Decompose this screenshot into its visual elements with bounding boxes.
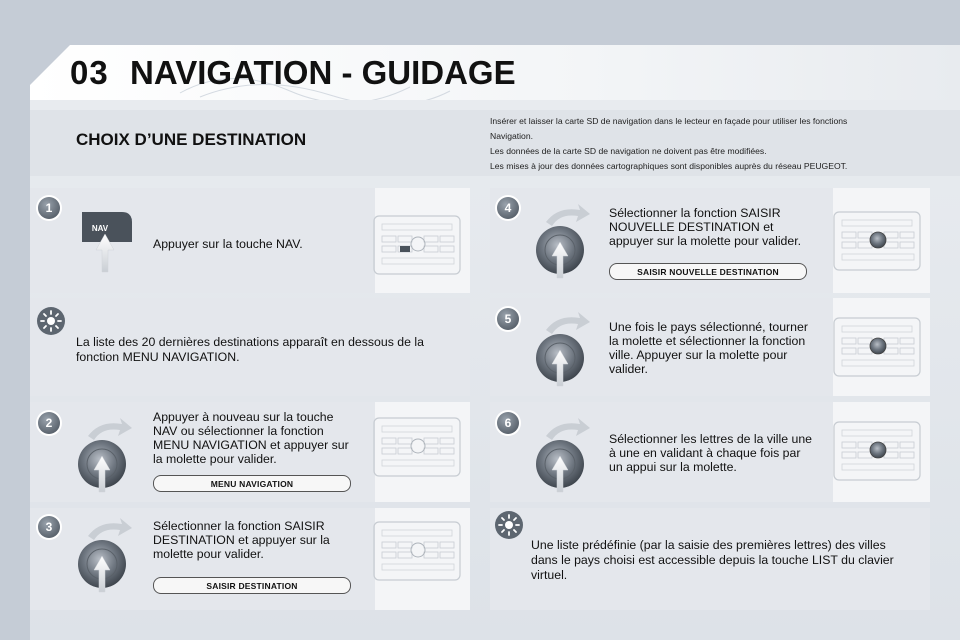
- saisir-nouvelle-destination-button[interactable]: SAISIR NOUVELLE DESTINATION: [609, 263, 807, 280]
- radio-faceplate-icon: [372, 412, 462, 482]
- rotary-knob-icon: [528, 414, 598, 494]
- radio-faceplate-icon: [832, 416, 922, 486]
- step-3-text: [153, 519, 368, 561]
- step-6-text: [609, 432, 834, 474]
- step-4-line: NOUVELLE DESTINATION et: [609, 220, 774, 234]
- step-2-line: la molette pour valider.: [153, 452, 277, 466]
- tip-1-line: La liste des 20 dernières destinations apparaît en dessous de la: [76, 335, 424, 349]
- step-5-line: ville. Appuyer sur la molette pour: [609, 348, 788, 362]
- step-1-badge: 1: [38, 197, 60, 219]
- tip-2-line: Une liste prédéfinie (par la saisie des premières lettres) des villes: [531, 538, 886, 552]
- menu-navigation-button[interactable]: MENU NAVIGATION: [153, 475, 351, 492]
- intro-line: Navigation.: [490, 131, 533, 141]
- step-6-badge: 6: [497, 412, 519, 434]
- step-2-badge: 2: [38, 412, 60, 434]
- step-3-line: Sélectionner la fonction SAISIR: [153, 519, 325, 533]
- step-3-line: DESTINATION et appuyer sur la: [153, 533, 330, 547]
- rotary-knob-icon: [70, 414, 140, 494]
- tip-2-text: [531, 538, 926, 583]
- tip-1-text: [76, 335, 461, 365]
- step-1-text: [153, 237, 353, 251]
- intro-line: Insérer et laisser la carte SD de navigation dans le lecteur en façade pour utiliser les fonctions: [490, 116, 848, 126]
- page-title: NAVIGATION - GUIDAGE: [130, 54, 516, 91]
- step-3-line: molette pour valider.: [153, 547, 264, 561]
- step-2-line: NAV ou sélectionner la fonction: [153, 424, 324, 438]
- step-6-line: Sélectionner les lettres de la ville une: [609, 432, 813, 446]
- step-2-line: MENU NAVIGATION et appuyer sur: [153, 438, 349, 452]
- radio-faceplate-icon: [372, 210, 462, 280]
- radio-faceplate-icon: [832, 312, 922, 382]
- intro-line: Les mises à jour des données cartographiques sont disponibles auprès du réseau PEUGEOT.: [490, 161, 848, 171]
- step-4-line: Sélectionner la fonction SAISIR: [609, 206, 781, 220]
- radio-faceplate-icon: [832, 206, 922, 276]
- chapter-number: 03: [70, 54, 109, 91]
- step-4-line: appuyer sur la molette pour valider.: [609, 234, 802, 248]
- section-title: CHOIX D’UNE DESTINATION: [76, 130, 307, 149]
- step-4-badge: 4: [497, 197, 519, 219]
- step-2-line: Appuyer à nouveau sur la touche: [153, 410, 334, 424]
- step-5-text: [609, 320, 834, 376]
- nav-key-icon: [72, 200, 147, 275]
- step-5-line: valider.: [609, 362, 648, 376]
- step-5-line: Une fois le pays sélectionné, tourner: [609, 320, 808, 334]
- step-6-line: un appui sur la molette.: [609, 460, 737, 474]
- step-1-line: Appuyer sur la touche NAV.: [153, 237, 303, 251]
- tip-1-line: fonction MENU NAVIGATION.: [76, 350, 240, 364]
- intro-line: Les données de la carte SD de navigation ne doivent pas être modifiées.: [490, 146, 767, 156]
- step-4-text: [609, 206, 829, 248]
- tip-2-line: dans le pays choisi est accessible depuis la touche LIST du clavier: [531, 553, 894, 567]
- step-6-line: à une en validant à chaque fois par: [609, 446, 801, 460]
- intro-text: [490, 114, 930, 174]
- sun-bulb-icon: [494, 510, 524, 540]
- nav-key-label: NAV: [91, 224, 109, 233]
- step-5-line: la molette et sélectionner la fonction: [609, 334, 806, 348]
- step-2-text: [153, 410, 368, 466]
- rotary-knob-icon: [528, 308, 598, 388]
- rotary-knob-icon: [528, 200, 598, 280]
- radio-faceplate-icon: [372, 516, 462, 586]
- step-3-badge: 3: [38, 516, 60, 538]
- step-5-badge: 5: [497, 308, 519, 330]
- tip-2-line: virtuel.: [531, 568, 568, 582]
- rotary-knob-icon: [70, 514, 140, 594]
- saisir-destination-button[interactable]: SAISIR DESTINATION: [153, 577, 351, 594]
- sun-bulb-icon: [36, 306, 66, 336]
